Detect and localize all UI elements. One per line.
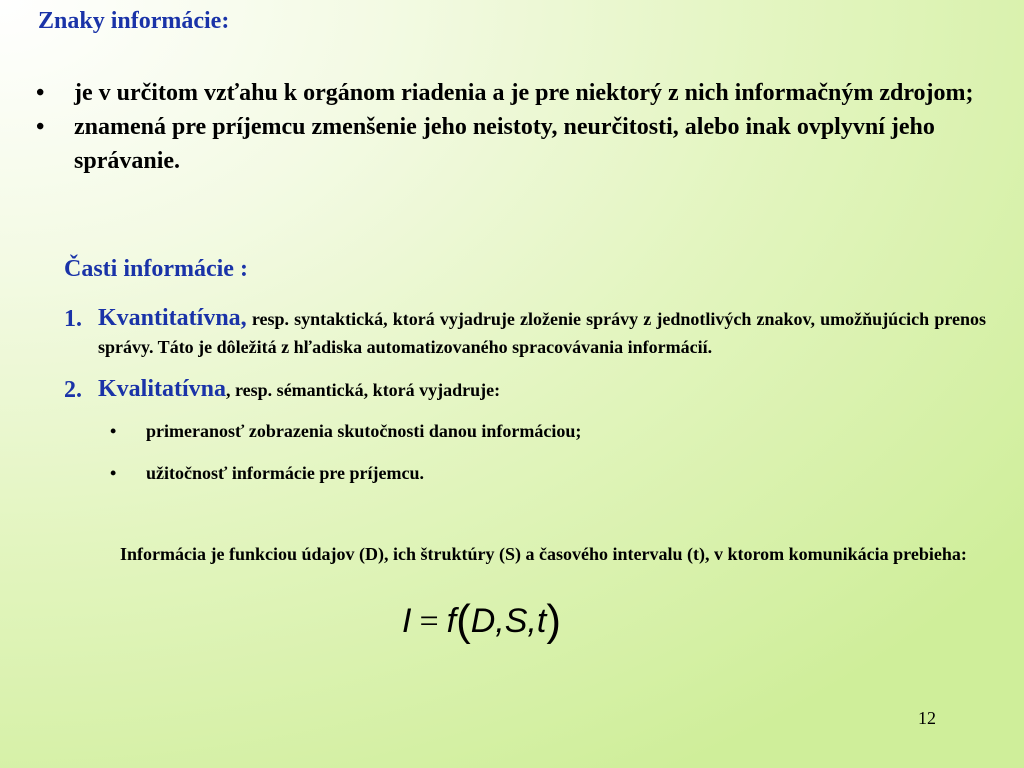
formula-equals: = [419,603,439,640]
bullet-text: znamená pre príjemcu zmenšenie jeho neistoty, neurčitosti, alebo inak ovplyvní jeho správanie. [74,114,935,174]
bullet-text: je v určitom vzťahu k orgánom riadenia a je pre niektorý z nich informačným zdrojom; [74,80,974,106]
sub-item [110,459,986,487]
formula-close-paren: ) [546,596,561,645]
bullet-item [34,110,974,178]
formula [402,596,561,646]
part-item [64,304,986,361]
part-number: 1. [64,306,82,332]
sub-list [110,417,986,487]
bullet-list [34,76,974,178]
bullet-dot-icon: • [36,114,45,140]
part-description: , resp. sémantická, ktorá vyjadruje: [226,380,501,400]
sub-item-text: primeranosť zobrazenia skutočnosti danou informáciou; [146,421,582,441]
sub-item-text: užitočnosť informácie pre príjemcu. [146,463,424,483]
formula-open-paren: ( [456,596,471,645]
sub-item [110,417,986,445]
part-term: Kvantitatívna, [98,305,247,331]
bullet-item [34,76,974,110]
formula-args: D,S,t [470,602,547,640]
part-item [64,375,986,405]
parts-list [64,304,986,501]
bullet-dot-icon: • [110,463,117,483]
part-term: Kvalitatívna [98,376,227,402]
formula-function: f [446,602,457,640]
part-body [98,304,986,361]
part-number: 2. [64,377,82,403]
part-body [98,375,986,404]
slide-title: Znaky informácie: [38,8,230,34]
page-number: 12 [918,708,936,728]
part-description: resp. syntaktická, ktorá vyjadruje zloženie správy z jednotlivých znakov, umožňujúcich prenos správy. Táto je dôležitá z hľadiska automatizovaného spracovávania informácií. [98,309,986,357]
formula-lhs: I [402,602,412,640]
parts-title: Časti informácie : [64,256,248,282]
bullet-dot-icon: • [110,421,117,441]
bullet-dot-icon: • [36,80,45,106]
closing-paragraph: Informácia je funkciou údajov (D), ich štruktúry (S) a časového intervalu (t), v ktorom komunikácia prebieha: [120,544,967,564]
